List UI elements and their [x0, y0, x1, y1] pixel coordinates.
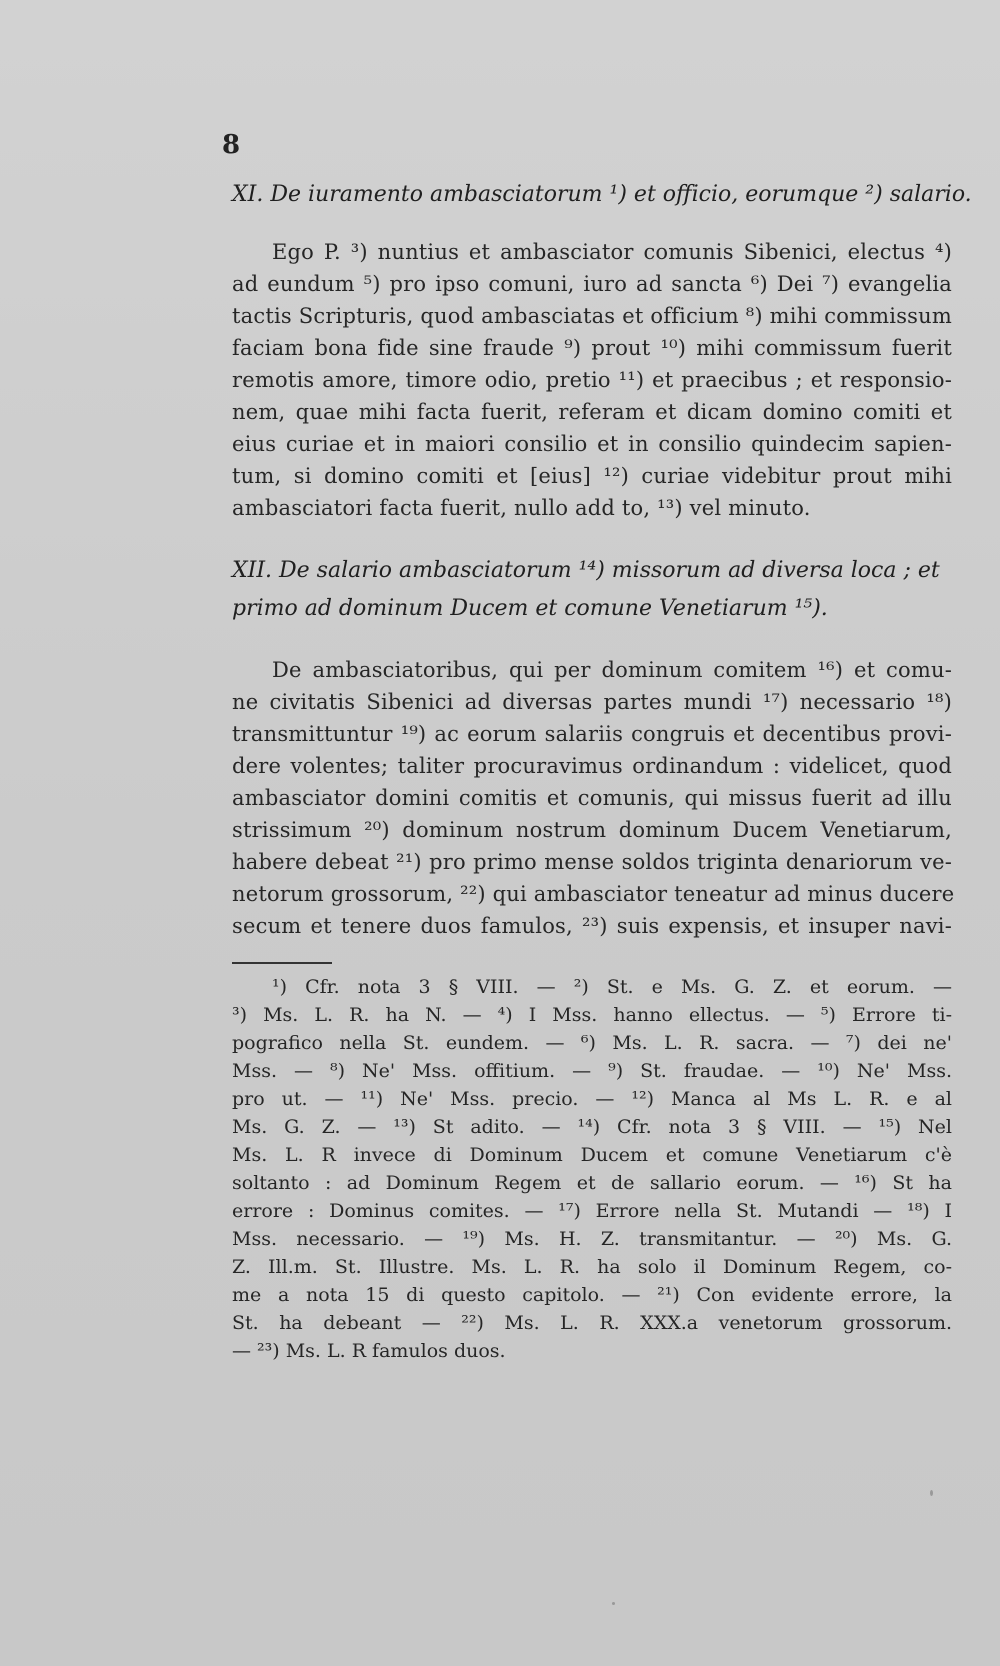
section-xi-line-4: faciam bona fide sine fraude ⁹) prout ¹⁰) mihi commissum fuerit — [232, 336, 952, 360]
footnote-line-1: ¹) Cfr. nota 3 § VIII. — ²) St. e Ms. G. Z. et eorum. — — [272, 976, 952, 998]
section-heading-xi: XI. De iuramento ambasciatorum ¹) et officio, eorumque ²) salario. — [232, 182, 972, 207]
section-xii-line-3: transmittuntur ¹⁹) ac eorum salariis congruis et decentibus provi- — [232, 722, 952, 746]
footnote-line-11: Z. Ill.m. St. Illustre. Ms. L. R. ha solo il Dominum Regem, co- — [232, 1256, 952, 1278]
section-xii-line-2: ne civitatis Sibenici ad diversas partes mundi ¹⁷) necessario ¹⁸) — [232, 690, 952, 714]
page-number: 8 — [222, 130, 241, 160]
section-xii-line-8: netorum grossorum, ²²) qui ambasciator teneatur ad minus ducere — [232, 882, 955, 906]
footnote-line-13: St. ha debeant — ²²) Ms. L. R. XXX.a venetorum grossorum. — [232, 1312, 952, 1334]
footnote-line-3: pografico nella St. eundem. — ⁶) Ms. L. R. sacra. — ⁷) dei ne' — [232, 1032, 952, 1054]
footnote-line-5: pro ut. — ¹¹) Ne' Mss. precio. — ¹²) Manca al Ms L. R. e al — [232, 1088, 952, 1110]
footnote-line-7: Ms. L. R invece di Dominum Ducem et comune Venetiarum c'è — [232, 1144, 952, 1166]
section-xii-line-6: strissimum ²⁰) dominum nostrum dominum Ducem Venetiarum, — [232, 818, 952, 842]
section-heading-xii-line-1: XII. De salario ambasciatorum ¹⁴) missorum ad diversa loca ; et — [232, 558, 940, 583]
section-xi-line-9: ambasciatori facta fuerit, nullo add to, ¹³) vel minuto. — [232, 496, 811, 520]
footnote-line-14: — ²³) Ms. L. R famulos duos. — [232, 1340, 506, 1362]
footnote-line-2: ³) Ms. L. R. ha N. — ⁴) I Mss. hanno ellectus. — ⁵) Errore ti- — [232, 1004, 952, 1026]
footnote-line-10: Mss. necessario. — ¹⁹) Ms. H. Z. transmitantur. — ²⁰) Ms. G. — [232, 1228, 952, 1250]
section-xi-line-5: remotis amore, timore odio, pretio ¹¹) et praecibus ; et responsio- — [232, 368, 952, 392]
section-xi-line-7: eius curiae et in maiori consilio et in consilio quindecim sapien- — [232, 432, 952, 456]
section-xi-line-8: tum, si domino comiti et [eius] ¹²) curiae videbitur prout mihi — [232, 464, 952, 488]
section-xii-line-1: De ambasciatoribus, qui per dominum comitem ¹⁶) et comu- — [272, 658, 952, 682]
footnote-line-8: soltanto : ad Dominum Regem et de sallario eorum. — ¹⁶) St ha — [232, 1172, 952, 1194]
paper-speck — [930, 1490, 933, 1496]
section-xi-line-2: ad eundum ⁵) pro ipso comuni, iuro ad sancta ⁶) Dei ⁷) evangelia — [232, 272, 952, 296]
section-xi-line-1: Ego P. ³) nuntius et ambasciator comunis Sibenici, electus ⁴) — [272, 240, 952, 264]
footnote-line-4: Mss. — ⁸) Ne' Mss. offitium. — ⁹) St. fraudae. — ¹⁰) Ne' Mss. — [232, 1060, 952, 1082]
paper-speck — [612, 1602, 615, 1605]
footnote-line-9: errore : Dominus comites. — ¹⁷) Errore nella St. Mutandi — ¹⁸) I — [232, 1200, 952, 1222]
footnote-divider — [232, 962, 332, 964]
section-xi-line-6: nem, quae mihi facta fuerit, referam et dicam domino comiti et — [232, 400, 952, 424]
footnote-line-12: me a nota 15 di questo capitolo. — ²¹) Con evidente errore, la — [232, 1284, 952, 1306]
section-xii-line-5: ambasciator domini comitis et comunis, qui missus fuerit ad illu — [232, 786, 952, 810]
section-heading-xii-line-2: primo ad dominum Ducem et comune Venetiarum ¹⁵). — [232, 596, 828, 621]
section-xii-line-4: dere volentes; taliter procuravimus ordinandum : videlicet, quod — [232, 754, 952, 778]
section-xii-line-9: secum et tenere duos famulos, ²³) suis expensis, et insuper navi- — [232, 914, 952, 938]
footnote-line-6: Ms. G. Z. — ¹³) St adito. — ¹⁴) Cfr. nota 3 § VIII. — ¹⁵) Nel — [232, 1116, 952, 1138]
section-xii-line-7: habere debeat ²¹) pro primo mense soldos triginta denariorum ve- — [232, 850, 952, 874]
section-xi-line-3: tactis Scripturis, quod ambasciatas et officium ⁸) mihi commissum — [232, 304, 952, 328]
